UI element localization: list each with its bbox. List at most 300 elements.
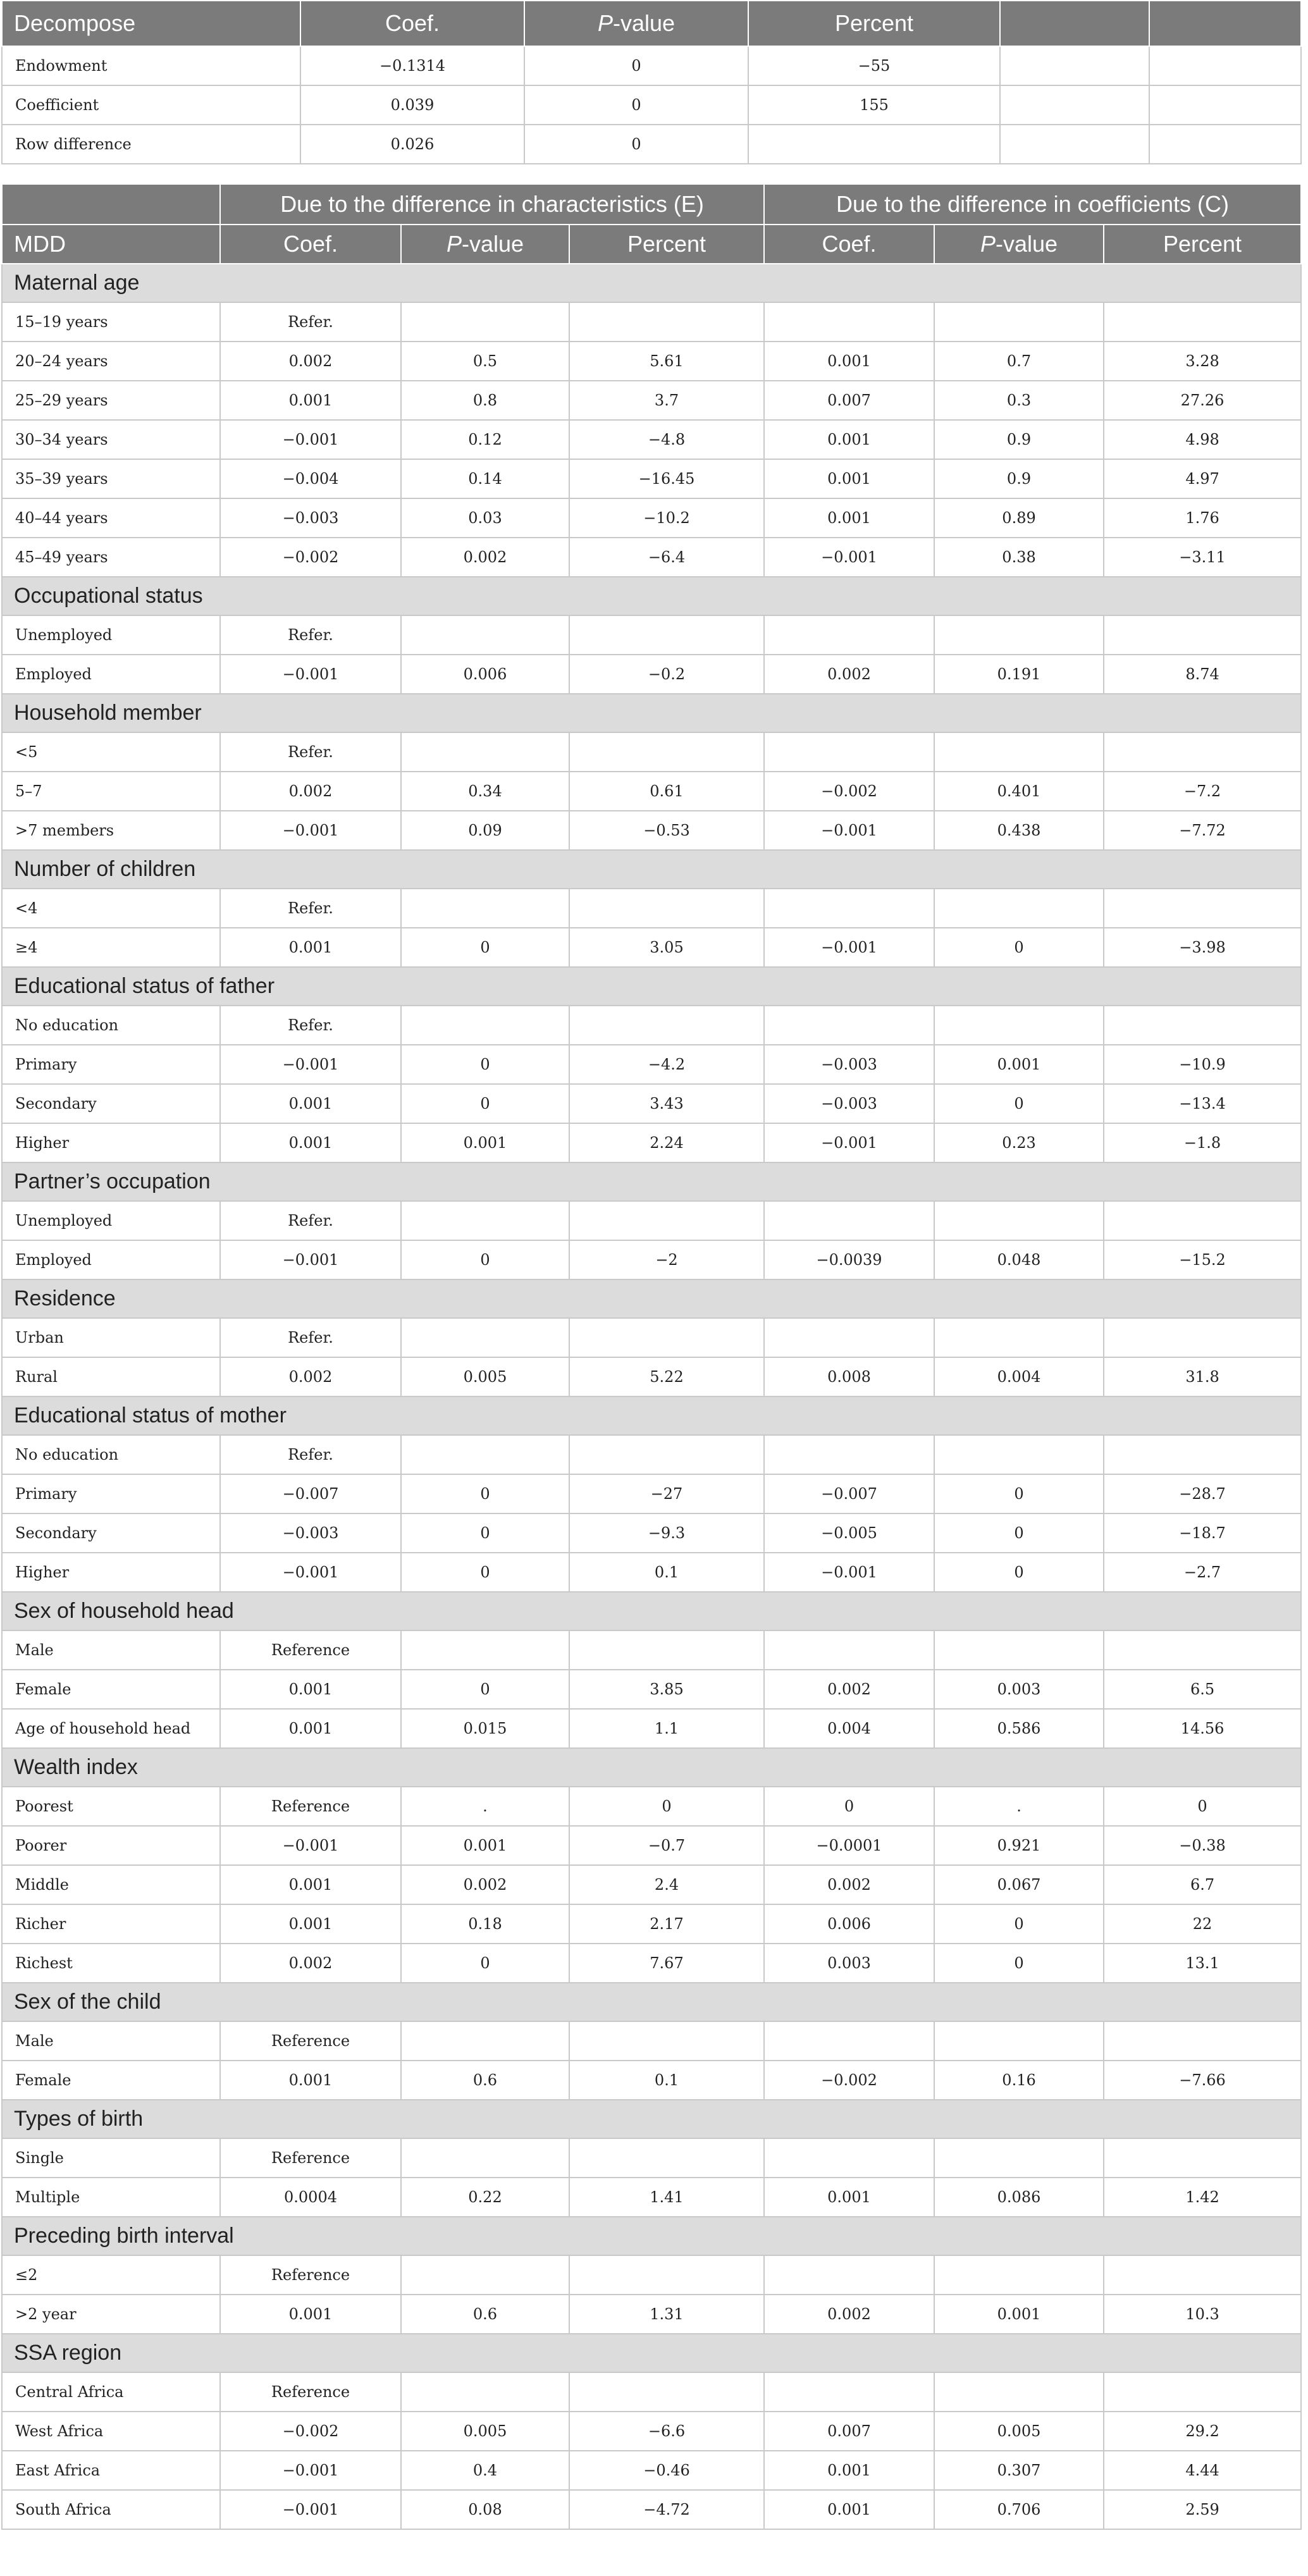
cell-p-value-e [401,615,569,655]
table-row [2,1553,1301,1592]
cell-p-value-e [401,1435,569,1474]
cell-p-value-c: 0.067 [934,1865,1104,1904]
table-row [2,2061,1301,2100]
cell-label: Rural [2,1357,220,1396]
cell-coef-c: −0.001 [764,928,934,967]
cell-p-value-c [934,1318,1104,1357]
cell-coef-e: 0.001 [220,1084,401,1123]
cell-coef-c: 0.007 [764,2412,934,2451]
table-row [2,2372,1301,2412]
table-row [2,1357,1301,1396]
header-empty-1 [1000,1,1149,46]
cell-coef-e: Refer. [220,1006,401,1045]
cell-percent-e: −0.7 [569,1826,764,1865]
group-header-empty [2,184,220,225]
cell-percent-c: 10.3 [1104,2295,1301,2334]
cell-percent-c: 27.26 [1104,381,1301,420]
cell-percent-e: 0.61 [569,772,764,811]
cell-percent-e [569,2255,764,2295]
section-header-row [2,264,1301,302]
cell-percent-e [569,889,764,928]
cell-coef-c: 0.004 [764,1709,934,1748]
cell-p-value-e: 0.006 [401,655,569,694]
cell-p-value-c: 0.086 [934,2178,1104,2217]
cell-label: Poorer [2,1826,220,1865]
cell-p-value-e: 0.03 [401,498,569,538]
cell-p-value-c [934,2138,1104,2178]
cell-label: Unemployed [2,615,220,655]
cell-percent-e [569,732,764,772]
cell-label: Poorest [2,1787,220,1826]
cell-percent-e: −4.2 [569,1045,764,1084]
cell-p-value-e [401,2372,569,2412]
cell-label: 40–44 years [2,498,220,538]
cell-coef-c [764,1006,934,1045]
cell-label: Single [2,2138,220,2178]
cell-p-value-c: 0.9 [934,420,1104,459]
table-row [2,538,1301,577]
section-title: Educational status of mother [2,1396,1301,1435]
cell-percent-c [1104,1201,1301,1240]
cell-coef-c: −0.007 [764,1474,934,1513]
table-row [2,1084,1301,1123]
cell-label: Central Africa [2,2372,220,2412]
cell-percent-c: −7.2 [1104,772,1301,811]
cell-percent-c: −2.7 [1104,1553,1301,1592]
cell-coef-c: 0.002 [764,655,934,694]
cell-coef-e: Reference [220,1630,401,1670]
table-row [2,1513,1301,1553]
table-row [2,2295,1301,2334]
decompose-cell-label: Endowment [2,46,300,85]
cell-percent-c: 1.76 [1104,498,1301,538]
header-p-italic: P [597,10,613,36]
decompose-cell-empty [1149,85,1301,125]
cell-coef-e: Refer. [220,1201,401,1240]
cell-percent-c: 29.2 [1104,2412,1301,2451]
cell-p-value-c: 0.191 [934,655,1104,694]
cell-p-value-c [934,1006,1104,1045]
cell-coef-c: −0.001 [764,1553,934,1592]
decompose-cell-empty [1149,125,1301,164]
cell-p-value-e: 0.14 [401,459,569,498]
cell-p-value-e: 0 [401,1084,569,1123]
cell-p-value-e: 0 [401,1670,569,1709]
cell-coef-e: 0.001 [220,1865,401,1904]
cell-percent-e [569,1318,764,1357]
cell-coef-c: −0.001 [764,1123,934,1162]
cell-percent-e [569,1630,764,1670]
cell-p-value-e [401,1006,569,1045]
header-p-rest-e: -value [461,231,524,257]
cell-percent-e: 7.67 [569,1944,764,1983]
section-title: Types of birth [2,2100,1301,2138]
cell-label: South Africa [2,2490,220,2529]
table-row [2,1787,1301,1826]
cell-coef-c [764,2021,934,2061]
cell-p-value-e [401,1630,569,1670]
cell-p-value-c: 0.9 [934,459,1104,498]
cell-coef-c: −0.001 [764,538,934,577]
cell-coef-e: Reference [220,2138,401,2178]
cell-label: Employed [2,1240,220,1279]
cell-label: Higher [2,1553,220,1592]
table-row [2,1709,1301,1748]
cell-label: Multiple [2,2178,220,2217]
section-title: Residence [2,1279,1301,1318]
cell-p-value-e: 0 [401,928,569,967]
decompose-cell-label: Coefficient [2,85,300,125]
cell-p-value-e: 0 [401,1513,569,1553]
cell-percent-c [1104,732,1301,772]
cell-percent-e: 0.1 [569,1553,764,1592]
table-row [2,889,1301,928]
cell-coef-c [764,732,934,772]
cell-coef-c: −0.0001 [764,1826,934,1865]
cell-coef-c: −0.003 [764,1045,934,1084]
header-empty-2 [1149,1,1301,46]
cell-percent-c: 31.8 [1104,1357,1301,1396]
cell-percent-c: 4.97 [1104,459,1301,498]
cell-p-value-c [934,1201,1104,1240]
header-percent-c: Percent [1104,225,1301,264]
table-row [2,772,1301,811]
table-row [2,1944,1301,1983]
cell-p-value-c: 0 [934,1944,1104,1983]
section-title: Maternal age [2,264,1301,302]
cell-label: 15–19 years [2,302,220,342]
cell-percent-e: 2.24 [569,1123,764,1162]
table-row [2,2255,1301,2295]
cell-p-value-c [934,615,1104,655]
decompose-cell-p: 0 [524,125,748,164]
cell-p-value-c: 0.706 [934,2490,1104,2529]
cell-coef-e: −0.002 [220,538,401,577]
decompose-cell-empty [1000,125,1149,164]
cell-percent-c [1104,1630,1301,1670]
cell-coef-c: 0 [764,1787,934,1826]
cell-coef-c [764,615,934,655]
header-p-value [524,1,748,46]
table-row [2,732,1301,772]
cell-coef-e: −0.001 [220,2490,401,2529]
cell-coef-e: Refer. [220,302,401,342]
cell-percent-c [1104,1318,1301,1357]
section-header-row [2,577,1301,615]
section-header-row [2,2334,1301,2372]
cell-label: Female [2,1670,220,1709]
cell-p-value-c: 0 [934,1553,1104,1592]
section-header-row [2,1279,1301,1318]
table-row [2,381,1301,420]
table-row [2,1318,1301,1357]
cell-coef-c [764,1201,934,1240]
cell-p-value-c: 0 [934,1474,1104,1513]
cell-percent-e [569,2021,764,2061]
cell-percent-c: −15.2 [1104,1240,1301,1279]
cell-p-value-e: 0.09 [401,811,569,850]
cell-p-value-c: 0.048 [934,1240,1104,1279]
cell-coef-c: −0.0039 [764,1240,934,1279]
cell-percent-c: 6.5 [1104,1670,1301,1709]
cell-p-value-c: 0.001 [934,1045,1104,1084]
cell-coef-e: Refer. [220,732,401,772]
cell-label: 20–24 years [2,342,220,381]
cell-p-value-c [934,302,1104,342]
cell-label: ≥4 [2,928,220,967]
cell-coef-e: 0.001 [220,381,401,420]
cell-percent-e [569,615,764,655]
cell-label: ≤2 [2,2255,220,2295]
header-coef-e: Coef. [220,225,401,264]
cell-p-value-e: 0.22 [401,2178,569,2217]
cell-label: Secondary [2,1513,220,1553]
group-header-row [2,184,1301,225]
cell-coef-c: −0.002 [764,772,934,811]
cell-coef-e: 0.001 [220,2295,401,2334]
cell-percent-e: −9.3 [569,1513,764,1553]
cell-percent-e: 5.61 [569,342,764,381]
cell-p-value-c [934,2021,1104,2061]
cell-p-value-e: 0.8 [401,381,569,420]
section-header-row [2,2100,1301,2138]
cell-percent-c: −13.4 [1104,1084,1301,1123]
cell-percent-e: 0 [569,1787,764,1826]
cell-coef-e: Reference [220,2255,401,2295]
cell-percent-c [1104,1435,1301,1474]
cell-p-value-e [401,2138,569,2178]
table-row [2,2451,1301,2490]
cell-percent-e: −4.72 [569,2490,764,2529]
cell-percent-c: −18.7 [1104,1513,1301,1553]
decompose-cell-percent: −55 [748,46,1000,85]
decompose-cell-p: 0 [524,46,748,85]
cell-percent-e: 3.85 [569,1670,764,1709]
cell-coef-e: Refer. [220,615,401,655]
cell-p-value-c: 0.438 [934,811,1104,850]
decompose-header-row [2,1,1301,46]
header-p-rest-c: -value [995,231,1058,257]
cell-p-value-c [934,732,1104,772]
cell-p-value-e: 0.08 [401,2490,569,2529]
cell-coef-c [764,1630,934,1670]
cell-percent-c [1104,2138,1301,2178]
cell-p-value-c: . [934,1787,1104,1826]
cell-label: Middle [2,1865,220,1904]
cell-percent-c: 8.74 [1104,655,1301,694]
cell-percent-c [1104,302,1301,342]
cell-coef-e: Refer. [220,1318,401,1357]
cell-p-value-e: 0.001 [401,1123,569,1162]
table-row [2,928,1301,967]
cell-p-value-e: 0.001 [401,1826,569,1865]
cell-percent-c: −3.11 [1104,538,1301,577]
table-row [2,1630,1301,1670]
cell-coef-e: 0.002 [220,342,401,381]
cell-percent-c: 3.28 [1104,342,1301,381]
cell-coef-c: −0.005 [764,1513,934,1553]
cell-label: No education [2,1435,220,1474]
cell-p-value-e: 0 [401,1944,569,1983]
cell-percent-e: 1.31 [569,2295,764,2334]
cell-percent-e: −16.45 [569,459,764,498]
cell-coef-e: 0.001 [220,1904,401,1944]
column-header-row [2,225,1301,264]
cell-coef-e: −0.001 [220,1045,401,1084]
table-row [2,2412,1301,2451]
cell-coef-c: −0.003 [764,1084,934,1123]
cell-percent-c: 4.44 [1104,2451,1301,2490]
section-header-row [2,1592,1301,1630]
section-title: Sex of household head [2,1592,1301,1630]
cell-p-value-c: 0 [934,928,1104,967]
cell-percent-e: 1.1 [569,1709,764,1748]
cell-label: <5 [2,732,220,772]
table-row [2,811,1301,850]
cell-percent-e [569,1006,764,1045]
cell-coef-e: Refer. [220,889,401,928]
section-header-row [2,694,1301,732]
header-p-value-e [401,225,569,264]
cell-p-value-c [934,2372,1104,2412]
cell-p-value-c: 0.7 [934,342,1104,381]
cell-label: Secondary [2,1084,220,1123]
cell-coef-e: Reference [220,2021,401,2061]
cell-coef-c [764,302,934,342]
cell-percent-e [569,302,764,342]
cell-p-value-c: 0.001 [934,2295,1104,2334]
header-coef: Coef. [300,1,524,46]
decompose-cell-empty [1000,85,1149,125]
cell-label: Female [2,2061,220,2100]
table-row [2,2178,1301,2217]
cell-coef-c: 0.002 [764,1865,934,1904]
cell-coef-e: −0.001 [220,420,401,459]
table-row [2,342,1301,381]
cell-percent-c: −1.8 [1104,1123,1301,1162]
cell-percent-e [569,2372,764,2412]
section-title: Number of children [2,850,1301,889]
cell-p-value-c [934,889,1104,928]
table-row [2,2490,1301,2529]
cell-coef-e: −0.001 [220,811,401,850]
table-row [2,1240,1301,1279]
cell-percent-e: 3.43 [569,1084,764,1123]
decompose-cell-empty [1000,46,1149,85]
table-row [2,1670,1301,1709]
section-title: Partner’s occupation [2,1162,1301,1201]
section-header-row [2,1162,1301,1201]
decompose-cell-coef: −0.1314 [300,46,524,85]
cell-p-value-e: 0.4 [401,2451,569,2490]
cell-p-value-c: 0 [934,1513,1104,1553]
decompose-cell-label: Row difference [2,125,300,164]
cell-percent-e: −0.53 [569,811,764,850]
cell-p-value-e: 0 [401,1553,569,1592]
cell-coef-e: Refer. [220,1435,401,1474]
cell-coef-c [764,1435,934,1474]
section-title: Sex of the child [2,1983,1301,2021]
cell-coef-c: 0.007 [764,381,934,420]
group-header-coefficients: Due to the difference in coefficients (C) [764,184,1301,225]
cell-percent-c [1104,2255,1301,2295]
table-row [2,1006,1301,1045]
cell-label: Male [2,2021,220,2061]
cell-percent-e: 0.1 [569,2061,764,2100]
cell-percent-e: 2.17 [569,1904,764,1944]
decompose-row [2,85,1301,125]
cell-p-value-e: 0 [401,1474,569,1513]
cell-percent-e: −0.46 [569,2451,764,2490]
cell-coef-c: 0.008 [764,1357,934,1396]
section-header-row [2,1396,1301,1435]
cell-coef-e: 0.0004 [220,2178,401,2217]
cell-label: Richer [2,1904,220,1944]
cell-p-value-e: 0.18 [401,1904,569,1944]
cell-coef-c [764,2138,934,2178]
cell-percent-e: −6.4 [569,538,764,577]
cell-percent-c: 1.42 [1104,2178,1301,2217]
cell-coef-c: 0.001 [764,498,934,538]
table-row [2,2138,1301,2178]
header-p-italic-e: P [446,231,462,257]
cell-percent-e: −0.2 [569,655,764,694]
cell-label: <4 [2,889,220,928]
header-decompose: Decompose [2,1,300,46]
cell-percent-c: 6.7 [1104,1865,1301,1904]
cell-coef-e: −0.004 [220,459,401,498]
cell-coef-c [764,889,934,928]
cell-coef-e: 0.001 [220,1123,401,1162]
cell-p-value-c [934,2255,1104,2295]
table-row [2,1045,1301,1084]
header-mdd: MDD [2,225,220,264]
cell-percent-e: −27 [569,1474,764,1513]
group-header-characteristics: Due to the difference in characteristics (E) [220,184,764,225]
decompose-row [2,46,1301,85]
table-row [2,1435,1301,1474]
cell-coef-e: −0.001 [220,1240,401,1279]
cell-percent-e: −4.8 [569,420,764,459]
cell-percent-c: −28.7 [1104,1474,1301,1513]
section-header-row [2,1748,1301,1787]
cell-p-value-c: 0.307 [934,2451,1104,2490]
cell-percent-c: −7.66 [1104,2061,1301,2100]
cell-coef-e: −0.007 [220,1474,401,1513]
cell-percent-e: 5.22 [569,1357,764,1396]
cell-p-value-e: 0 [401,1045,569,1084]
cell-p-value-c: 0.005 [934,2412,1104,2451]
section-header-row [2,967,1301,1006]
cell-coef-c: 0.001 [764,2490,934,2529]
decompose-cell-coef: 0.026 [300,125,524,164]
cell-p-value-e: 0.005 [401,1357,569,1396]
section-title: Occupational status [2,577,1301,615]
cell-coef-e: 0.002 [220,1357,401,1396]
table-row [2,302,1301,342]
cell-p-value-e: 0.002 [401,538,569,577]
cell-label: Male [2,1630,220,1670]
cell-percent-c [1104,1006,1301,1045]
section-header-row [2,2217,1301,2255]
cell-p-value-e [401,889,569,928]
cell-p-value-e [401,2021,569,2061]
cell-coef-c: 0.001 [764,2451,934,2490]
section-title: Educational status of father [2,967,1301,1006]
cell-p-value-e [401,1201,569,1240]
cell-coef-e: −0.003 [220,498,401,538]
cell-coef-c: 0.001 [764,420,934,459]
